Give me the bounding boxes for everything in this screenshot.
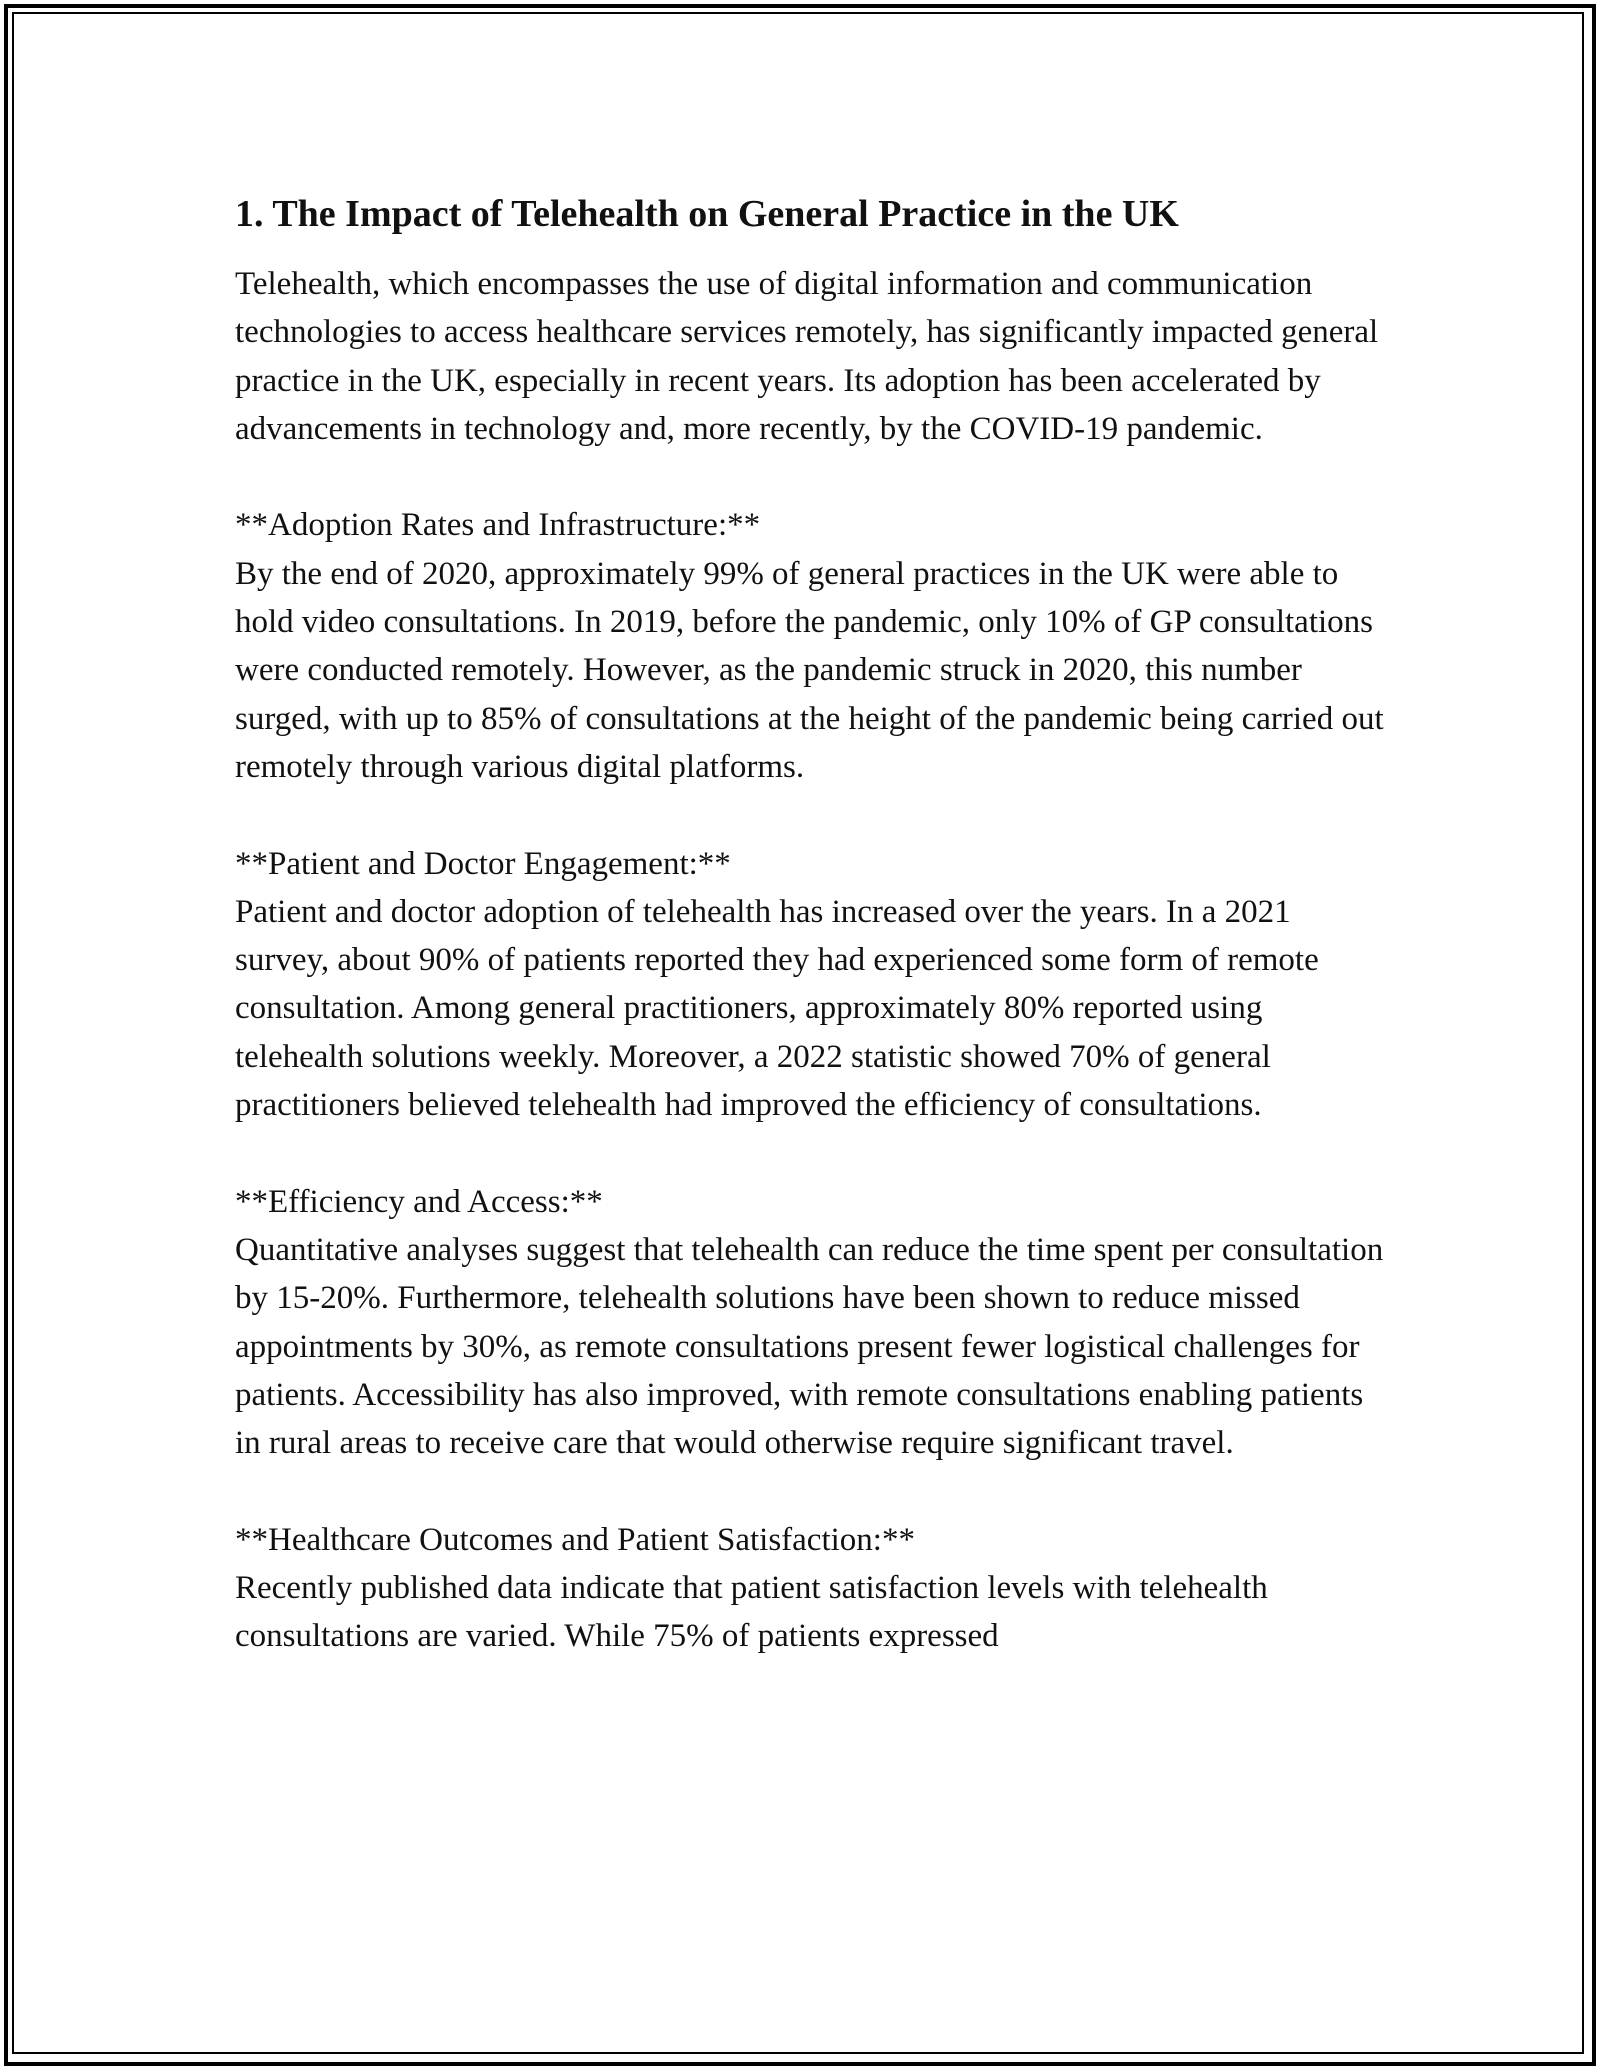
- section-heading: **Patient and Doctor Engagement:**: [235, 845, 731, 882]
- section-body: Recently published data indicate that patient satisfaction levels with telehealth consultations are varied. While 75% of patients expressed: [235, 1570, 1268, 1655]
- section-outcomes-satisfaction: [235, 1516, 1385, 1661]
- section-patient-doctor-engagement: [235, 840, 1385, 1130]
- section-efficiency-access: [235, 1178, 1385, 1468]
- intro-paragraph: [235, 260, 1385, 453]
- section-body: By the end of 2020, approximately 99% of general practices in the UK were able to hold video consultations. In 2019, before the pandemic, only 10% of GP consultations were conducted remotely. However, as the pandemic struck in 2020, this number surged, with up to 85% of consultations at the height of the pandemic being carried out remotely through various digital platforms.: [235, 555, 1384, 785]
- section-body: Patient and doctor adoption of telehealth has increased over the years. In a 2021 survey, about 90% of patients reported they had experienced some form of remote consultation. Among general practitioners, approximately 80% reported using telehealth solutions weekly. Moreover, a 2022 statistic showed 70% of general practitioners believed telehealth had improved the efficiency of consultations.: [235, 893, 1319, 1124]
- section-adoption-rates: [235, 501, 1385, 791]
- section-heading: **Healthcare Outcomes and Patient Satisfaction:**: [235, 1521, 915, 1558]
- section-heading: **Adoption Rates and Infrastructure:**: [235, 507, 761, 544]
- section-heading: **Efficiency and Access:**: [235, 1183, 603, 1220]
- document-title: 1. The Impact of Telehealth on General Practice in the UK: [235, 193, 1179, 235]
- intro-text: Telehealth, which encompasses the use of digital information and communication technologies to access healthcare services remotely, has significantly impacted general practice in the UK, especially in recent years. Its adoption has been accelerated by advancements in technology and, more recently, by the COVID-19 pandemic.: [235, 266, 1379, 447]
- document-body: [235, 190, 1385, 1709]
- section-body: Quantitative analyses suggest that telehealth can reduce the time spent per consultation by 15-20%. Furthermore, telehealth solutions have been shown to reduce missed appointments by 30%, as remote consultations present fewer logistical challenges for patients. Accessibility has also improved, with remote consultations enabling patients in rural areas to receive care that would otherwise require significant travel.: [235, 1231, 1384, 1462]
